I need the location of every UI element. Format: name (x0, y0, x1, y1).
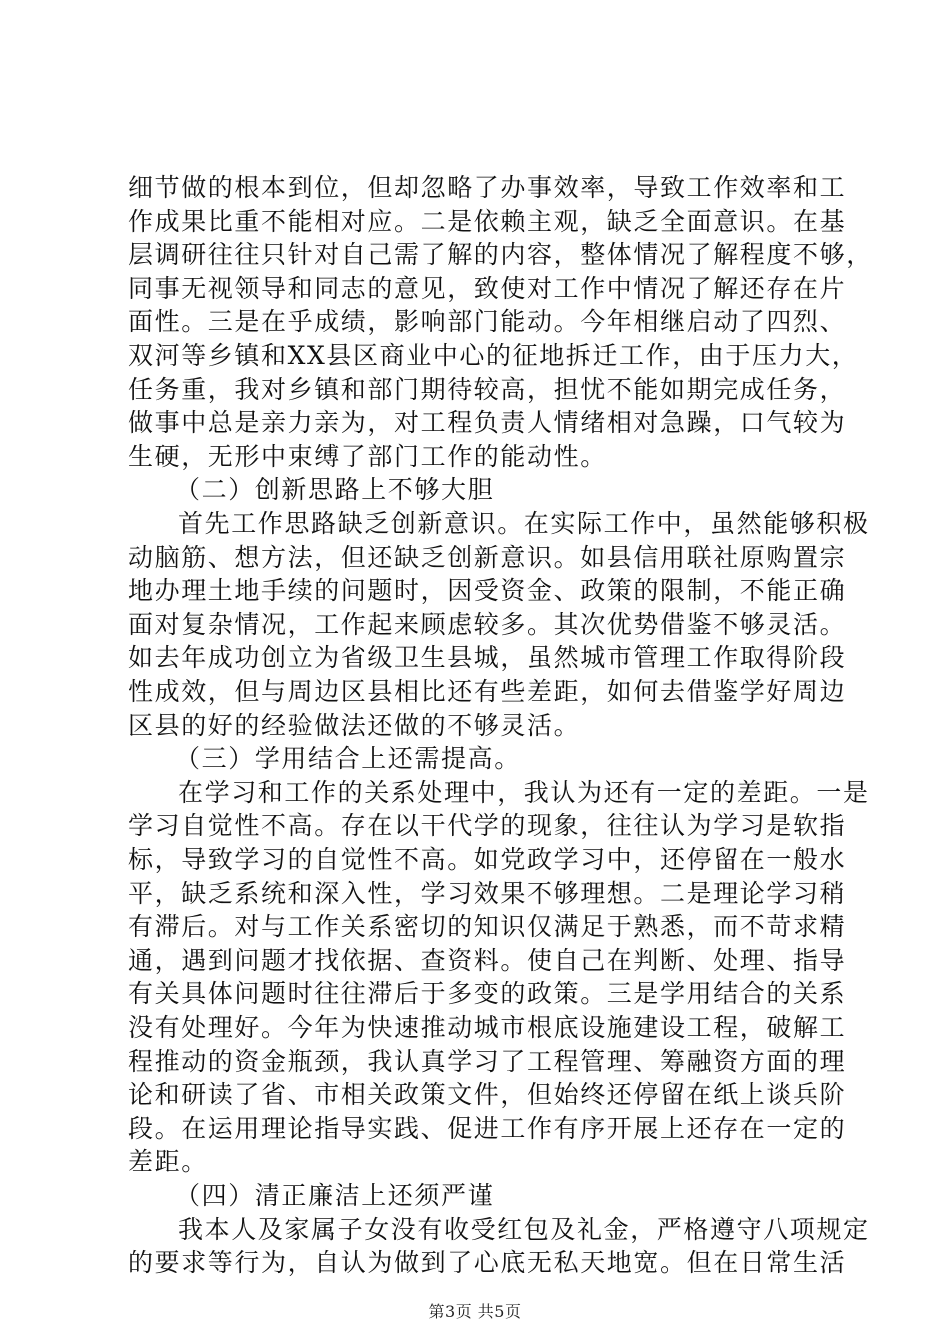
text-line: 的要求等行为，自认为做到了心底无私天地宽。但在日常生活 (128, 1248, 847, 1278)
text-line: 通，遇到问题才找依据、查资料。使自己在判断、处理、指导 (128, 945, 847, 975)
text-line: 作成果比重不能相对应。二是依赖主观，缺乏全面意识。在基 (128, 206, 847, 236)
paragraph-last-line: 区县的好的经验做法还做的不够灵活。 (128, 710, 581, 740)
text-line: 标，导致学习的自觉性不高。如党政学习中，还停留在一般水 (128, 845, 847, 874)
text-line: 程推动的资金瓶颈，我认真学习了工程管理、筹融资方面的理 (128, 1046, 847, 1076)
text-line: 面对复杂情况，工作起来顾虑较多。其次优势借鉴不够灵活。 (128, 609, 847, 639)
text-line: 同事无视领导和同志的意见，致使对工作中情况了解还存在片 (128, 273, 847, 303)
text-line: 性成效，但与周边区县相比还有些差距，如何去借鉴学好周边 (128, 677, 847, 706)
text-line: 任务重，我对乡镇和部门期待较高，担忧不能如期完成任务， (128, 374, 847, 404)
section-heading-3: （三）学用结合上还需提高。 (175, 744, 521, 774)
text-line: 如去年成功创立为省级卫生县城，虽然城市管理工作取得阶段 (128, 643, 847, 673)
section-heading-4: （四）清正廉洁上还须严谨 (175, 1181, 495, 1210)
text-line: 学习自觉性不高。存在以干代学的现象，往往认为学习是软指 (128, 811, 847, 841)
text-line: 有滞后。对与工作关系密切的知识仅满足于熟悉，而不苛求精 (128, 912, 847, 942)
paragraph-first-line: 首先工作思路缺乏创新意识。在实际工作中，虽然能够积极 (178, 509, 870, 538)
text-line: 面性。三是在乎成绩，影响部门能动。今年相继启动了四烈、 (128, 307, 847, 337)
text-line: 双河等乡镇和XX县区商业中心的征地拆迁工作，由于压力大， (128, 341, 859, 370)
text-line: 层调研往往只针对自己需了解的内容，整体情况了解程度不够， (128, 240, 873, 270)
section-heading-2: （二）创新思路上不够大胆 (175, 475, 495, 505)
paragraph-first-line: 在学习和工作的关系处理中，我认为还有一定的差距。一是 (178, 777, 870, 807)
text-line: 段。在运用理论指导实践、促进工作有序开展上还存在一定的 (128, 1113, 847, 1143)
page-number-footer: 第3页 共5页 (428, 1302, 522, 1321)
text-line: 做事中总是亲力亲为，对工程负责人情绪相对急躁，口气较为 (128, 408, 847, 438)
paragraph-last-line: 差距。 (128, 1147, 208, 1177)
text-line: 有关具体问题时往往滞后于多变的政策。三是学用结合的关系 (128, 979, 847, 1009)
paragraph-first-line: 我本人及家属子女没有收受红包及礼金，严格遵守八项规定 (178, 1214, 870, 1244)
text-line: 平，缺乏系统和深入性，学习效果不够理想。二是理论学习稍 (128, 878, 847, 908)
text-line: 论和研读了省、市相关政策文件，但始终还停留在纸上谈兵阶 (128, 1080, 847, 1110)
text-line: 动脑筋、想方法，但还缺乏创新意识。如县信用联社原购置宗 (128, 542, 847, 572)
paragraph-last-line: 生硬，无形中束缚了部门工作的能动性。 (128, 441, 607, 471)
text-line: 细节做的根本到位，但却忽略了办事效率，导致工作效率和工 (128, 173, 847, 202)
text-line: 没有处理好。今年为快速推动城市根底设施建设工程，破解工 (128, 1013, 847, 1042)
text-line: 地办理土地手续的问题时，因受资金、政策的限制，不能正确 (128, 576, 847, 606)
